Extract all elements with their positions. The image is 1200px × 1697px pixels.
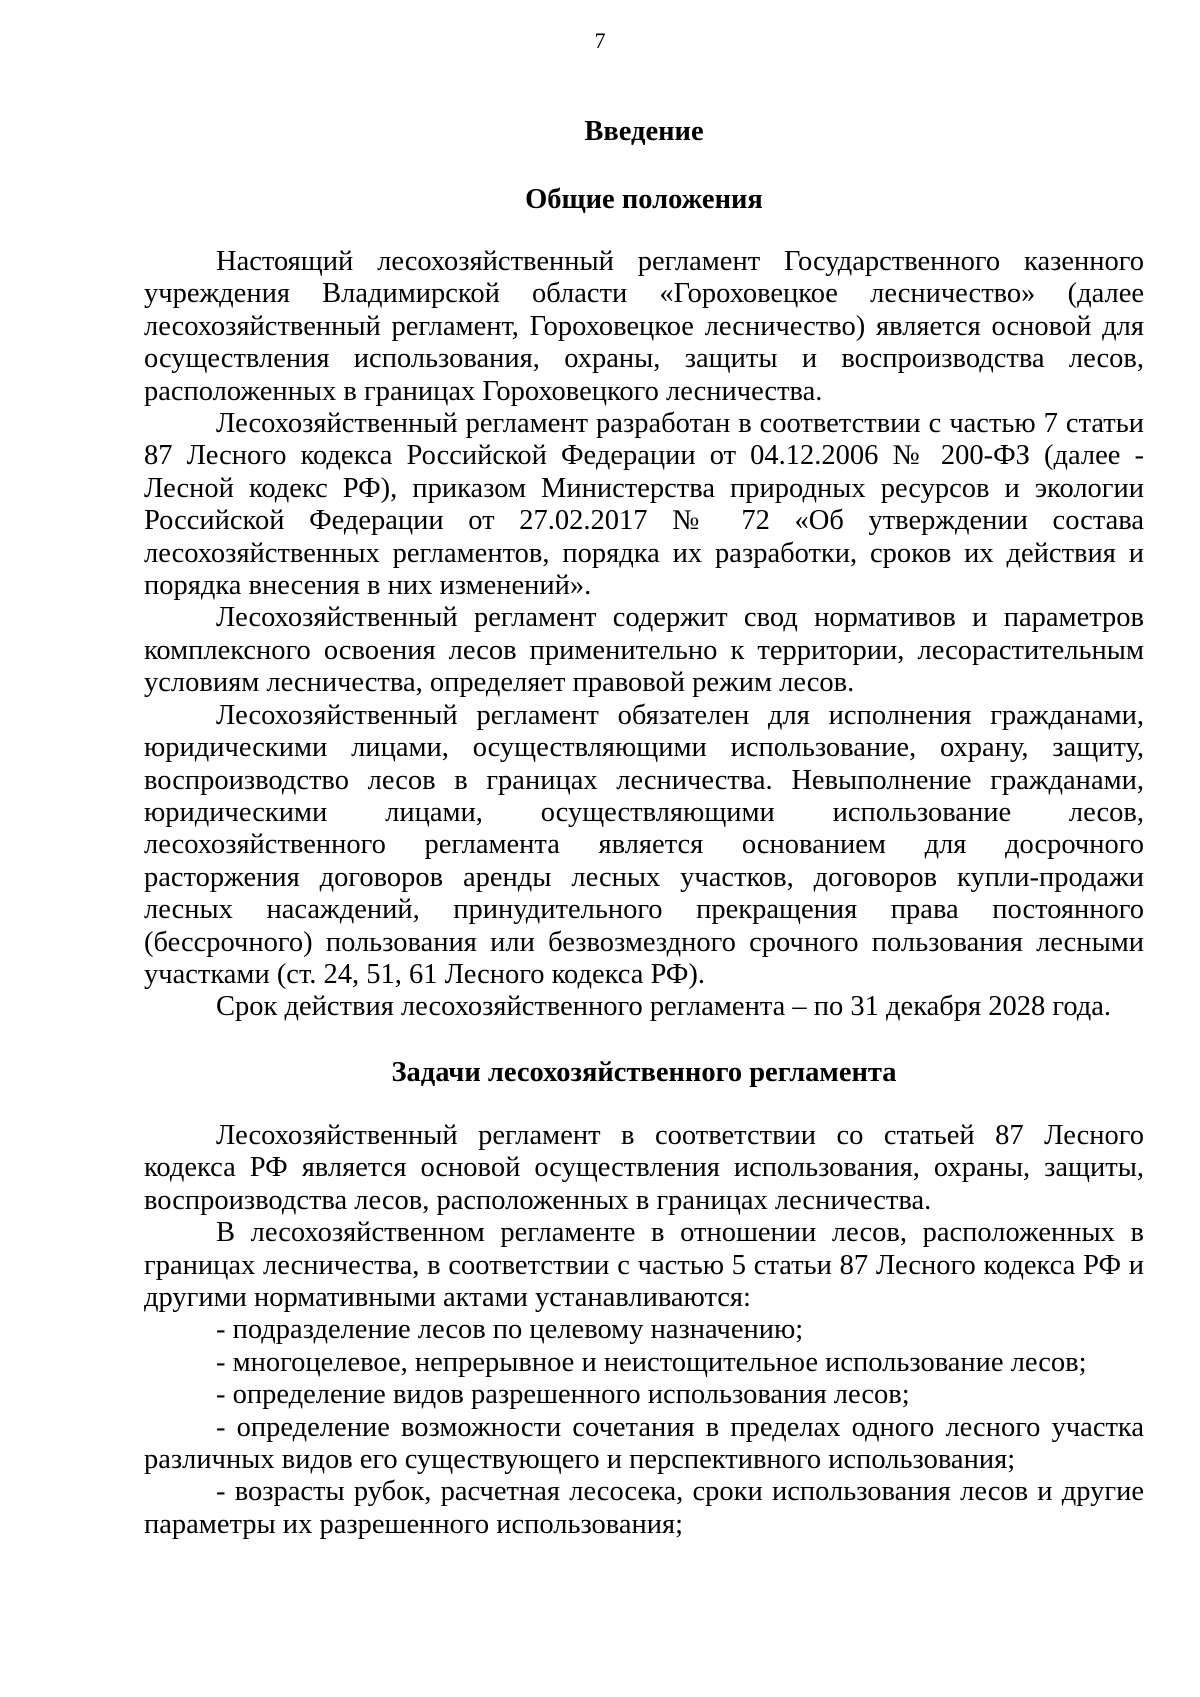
heading-introduction: Введение [584, 116, 704, 147]
paragraph: Настоящий лесохозяйственный регламент Государственного казенного учреждения Владимирской области «Гороховецкое лесничество» (далее лесохозяйственный регламент, Гороховецкое лесничество) является основой для осуществления использования, охраны, защиты и воспроизводства лесов, расположенных в границах Гороховецкого лесничества. [144, 246, 1144, 407]
page-number: 7 [594, 28, 606, 53]
list-item: - многоцелевое, непрерывное и неистощительное использование лесов; [216, 1346, 1087, 1378]
paragraph: Срок действия лесохозяйственного регламента – по 31 декабря 2028 года. [216, 991, 1112, 1023]
paragraph: Лесохозяйственный регламент обязателен для исполнения гражданами, юридическими лицами, осуществляющими использование, охрану, защиту, воспроизводство лесов в границах лесничества. Невыполнение гражданами, юридическими лицами, осуществляющими использование лесов, лесохозяйственного регламента является основанием для досрочного расторжения договоров аренды лесных участков, договоров купли-продажи лесных насаждений, принудительного прекращения права постоянного (бессрочного) пользования или безвозмездного срочного пользования лесными участками (ст. 24, 51, 61 Лесного кодекса РФ). [144, 699, 1144, 990]
general-provisions-body [144, 246, 1144, 1024]
regulation-tasks-body [144, 1120, 1144, 1541]
heading-general-provisions: Общие положения [525, 184, 763, 215]
list-item: - подразделение лесов по целевому назначению; [216, 1314, 804, 1346]
paragraph: Лесохозяйственный регламент в соответствии со статьей 87 Лесного кодекса РФ является основой осуществления использования, охраны, защиты, воспроизводства лесов, расположенных в границах лесничества. [144, 1120, 1144, 1216]
list-item: - возрасты рубок, расчетная лесосека, сроки использования лесов и другие параметры их разрешенного использования; [144, 1476, 1144, 1540]
paragraph: В лесохозяйственном регламенте в отношении лесов, расположенных в границах лесничества, в соответствии с частью 5 статьи 87 Лесного кодекса РФ и другими нормативными актами устанавливаются: [144, 1217, 1144, 1314]
paragraph: Лесохозяйственный регламент содержит свод нормативов и параметров комплексного освоения лесов применительно к территории, лесорастительным условиям лесничества, определяет правовой режим лесов. [144, 602, 1144, 699]
paragraph: Лесохозяйственный регламент разработан в соответствии с частью 7 статьи 87 Лесного кодекса Российской Федерации от 04.12.2006 № 200-ФЗ (далее - Лесной кодекс РФ), приказом Министерства природных ресурсов и экологии Российской Федерации от 27.02.2017 № 72 «Об утверждении состава лесохозяйственных регламентов, порядка их разработки, сроков их действия и порядка внесения в них изменений». [144, 408, 1144, 602]
list-item: - определение видов разрешенного использования лесов; [216, 1379, 910, 1411]
list-item: - определение возможности сочетания в пределах одного лесного участка различных видов его существующего и перспективного использования; [144, 1411, 1144, 1476]
heading-regulation-tasks: Задачи лесохозяйственного регламента [391, 1057, 897, 1088]
